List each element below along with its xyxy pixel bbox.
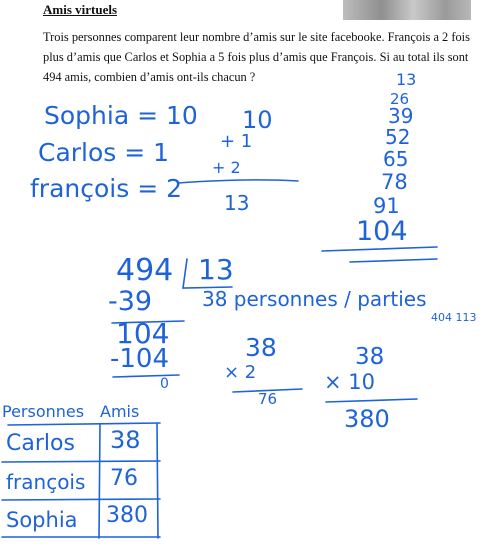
table-row-francois-amis: 76	[110, 466, 138, 491]
table-row-sophia-name: Sophia	[6, 508, 78, 532]
multiple-104: 104	[356, 216, 408, 247]
mult1-top: 38	[245, 333, 277, 362]
mult1-result: 76	[258, 390, 278, 408]
worksheet-title: Amis virtuels	[43, 2, 118, 17]
multiple-78: 78	[381, 170, 408, 194]
mult2-result: 380	[344, 405, 390, 433]
division-dividend: 494	[116, 253, 174, 288]
multiplication-line-2	[326, 399, 417, 402]
multiple-13: 13	[396, 70, 417, 89]
multiple-52: 52	[385, 125, 411, 149]
table-row-sophia-amis: 380	[106, 503, 148, 528]
division-minus-104: -104	[110, 344, 170, 374]
sum-term-1: + 1	[220, 131, 253, 152]
sum-term-10: 10	[242, 106, 273, 134]
total-underline-2	[350, 259, 437, 262]
sum-term-2: + 2	[212, 158, 241, 177]
subtraction-line-2	[113, 375, 179, 377]
mult2-times: × 10	[324, 370, 375, 394]
scribble-note: 404 113	[431, 311, 477, 324]
table-row-line-1	[2, 461, 160, 462]
table-header-personnes: Personnes	[2, 402, 85, 421]
francois-parts: françois = 2	[30, 174, 183, 203]
multiple-39: 39	[388, 104, 414, 128]
table-right-edge	[157, 424, 158, 538]
mult1-times: × 2	[224, 362, 257, 383]
multiple-26: 26	[390, 90, 410, 108]
table-row-line-2	[2, 499, 160, 500]
table-header-amis: Amis	[100, 402, 140, 421]
multiple-91: 91	[373, 194, 400, 218]
table-divider	[99, 424, 100, 538]
total-underline-1	[322, 247, 437, 251]
sum-total: 13	[224, 191, 250, 215]
table-header-line	[8, 423, 160, 425]
table-row-francois-name: françois	[6, 470, 86, 494]
division-remainder: 0	[160, 376, 169, 392]
carlos-parts: Carlos = 1	[38, 138, 170, 167]
problem-statement: Trois personnes comparent leur nombre d’amis sur le site facebooke. François a 2 fois plus d’amis que Carlos et Sophia a 5 fois plus d’amis que François. Si au total ils sont 494 amis, combien d’amis ont-ils chacun ?	[43, 30, 470, 84]
table-row-carlos-name: Carlos	[6, 431, 75, 456]
division-minus-39: -39	[108, 286, 153, 317]
mult2-top: 38	[355, 344, 385, 370]
division-divisor: 13	[198, 253, 234, 286]
table-row-carlos-amis: 38	[110, 426, 141, 454]
division-104: 104	[116, 317, 170, 350]
quotient-label: 38 personnes / parties	[202, 287, 427, 311]
multiple-65: 65	[383, 147, 409, 171]
sophia-parts: Sophia = 10	[44, 101, 198, 130]
sum-line	[178, 180, 298, 183]
